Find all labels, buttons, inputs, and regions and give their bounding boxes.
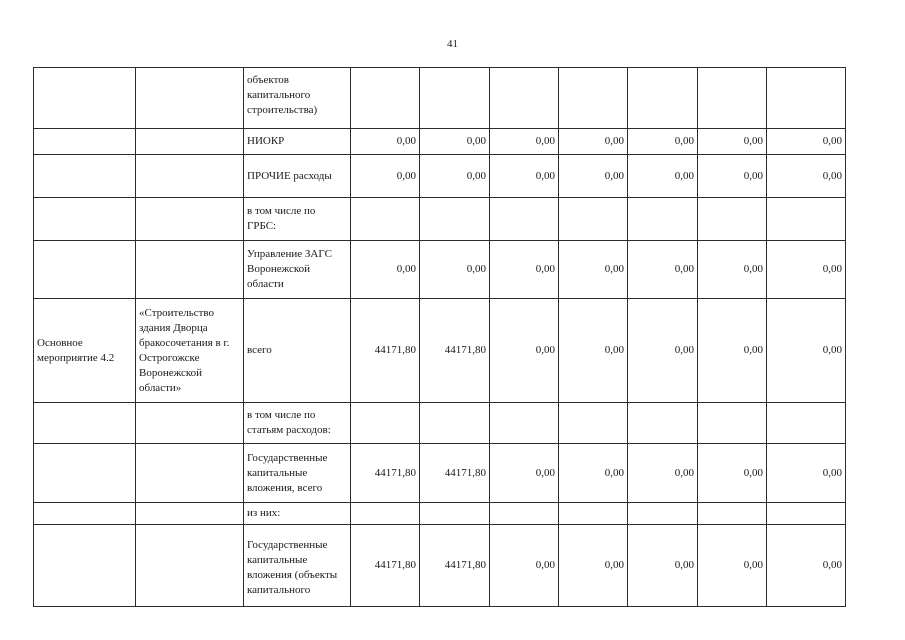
value-cell: 0,00 bbox=[490, 299, 559, 403]
value-cell bbox=[420, 403, 490, 444]
name-cell: «Строительство здания Дворца бракосочетания в г. Острогожске Воронежской области» bbox=[136, 299, 244, 403]
category-cell: ПРОЧИЕ расходы bbox=[244, 155, 351, 198]
value-cell: 0,00 bbox=[628, 299, 698, 403]
value-cell: 44171,80 bbox=[420, 525, 490, 607]
table-row bbox=[34, 129, 846, 155]
table-row bbox=[34, 68, 846, 129]
value-cell bbox=[559, 68, 628, 129]
table-row bbox=[34, 198, 846, 241]
table-row bbox=[34, 299, 846, 403]
measure-cell bbox=[34, 503, 136, 525]
measure-cell bbox=[34, 68, 136, 129]
value-cell bbox=[698, 198, 767, 241]
category-cell: Государственные капитальные вложения, всего bbox=[244, 444, 351, 503]
measure-cell bbox=[34, 129, 136, 155]
name-cell bbox=[136, 444, 244, 503]
value-cell: 0,00 bbox=[767, 444, 846, 503]
measure-cell bbox=[34, 444, 136, 503]
value-cell bbox=[767, 198, 846, 241]
category-cell: в том числе по ГРБС: bbox=[244, 198, 351, 241]
value-cell: 0,00 bbox=[351, 155, 420, 198]
value-cell: 0,00 bbox=[420, 155, 490, 198]
value-cell bbox=[767, 503, 846, 525]
table-row bbox=[34, 444, 846, 503]
category-text: Государственные капитальные вложения (объекты капитального bbox=[247, 538, 338, 596]
value-cell: 0,00 bbox=[698, 444, 767, 503]
value-cell bbox=[559, 403, 628, 444]
value-cell: 0,00 bbox=[698, 129, 767, 155]
value-cell: 0,00 bbox=[351, 241, 420, 299]
value-cell bbox=[490, 198, 559, 241]
value-cell: 0,00 bbox=[490, 155, 559, 198]
value-cell: 0,00 bbox=[559, 444, 628, 503]
measure-cell bbox=[34, 241, 136, 299]
table-row bbox=[34, 155, 846, 198]
value-cell: 0,00 bbox=[767, 241, 846, 299]
value-cell: 0,00 bbox=[767, 525, 846, 607]
name-cell bbox=[136, 241, 244, 299]
value-cell: 44171,80 bbox=[420, 444, 490, 503]
name-cell bbox=[136, 503, 244, 525]
category-cell bbox=[244, 525, 351, 607]
category-cell: в том числе по статьям расходов: bbox=[244, 403, 351, 444]
value-cell bbox=[767, 68, 846, 129]
value-cell: 0,00 bbox=[490, 241, 559, 299]
value-cell: 0,00 bbox=[559, 155, 628, 198]
value-cell: 0,00 bbox=[628, 241, 698, 299]
budget-table bbox=[33, 67, 846, 607]
category-cell: всего bbox=[244, 299, 351, 403]
value-cell: 0,00 bbox=[698, 299, 767, 403]
value-cell bbox=[628, 403, 698, 444]
measure-cell bbox=[34, 198, 136, 241]
measure-cell: Основное мероприятие 4.2 bbox=[34, 299, 136, 403]
name-cell bbox=[136, 403, 244, 444]
value-cell: 0,00 bbox=[767, 129, 846, 155]
category-cell: из них: bbox=[244, 503, 351, 525]
category-text: объектов капитального строительства) bbox=[247, 74, 318, 116]
value-cell bbox=[628, 503, 698, 525]
value-cell bbox=[490, 503, 559, 525]
category-cell: Управление ЗАГС Воронежской области bbox=[244, 241, 351, 299]
value-cell: 0,00 bbox=[420, 241, 490, 299]
value-cell: 44171,80 bbox=[351, 525, 420, 607]
value-cell: 0,00 bbox=[628, 155, 698, 198]
value-cell: 0,00 bbox=[420, 129, 490, 155]
value-cell: 0,00 bbox=[559, 129, 628, 155]
value-cell bbox=[559, 198, 628, 241]
value-cell: 44171,80 bbox=[351, 444, 420, 503]
value-cell: 0,00 bbox=[628, 525, 698, 607]
value-cell: 0,00 bbox=[698, 525, 767, 607]
value-cell: 0,00 bbox=[628, 444, 698, 503]
value-cell bbox=[490, 68, 559, 129]
value-cell bbox=[628, 68, 698, 129]
name-cell bbox=[136, 525, 244, 607]
value-cell: 0,00 bbox=[767, 299, 846, 403]
value-cell bbox=[351, 68, 420, 129]
value-cell bbox=[420, 503, 490, 525]
value-cell bbox=[767, 403, 846, 444]
value-cell bbox=[490, 403, 559, 444]
value-cell bbox=[698, 68, 767, 129]
measure-cell bbox=[34, 155, 136, 198]
value-cell bbox=[559, 503, 628, 525]
value-cell: 0,00 bbox=[559, 241, 628, 299]
value-cell bbox=[420, 68, 490, 129]
category-cell: НИОКР bbox=[244, 129, 351, 155]
value-cell: 0,00 bbox=[490, 444, 559, 503]
measure-cell bbox=[34, 525, 136, 607]
table-row bbox=[34, 241, 846, 299]
value-cell: 0,00 bbox=[351, 129, 420, 155]
page-number: 41 bbox=[447, 38, 458, 50]
value-cell bbox=[698, 403, 767, 444]
value-cell: 0,00 bbox=[490, 129, 559, 155]
value-cell: 0,00 bbox=[698, 241, 767, 299]
value-cell bbox=[351, 503, 420, 525]
category-cell bbox=[244, 68, 351, 129]
value-cell: 0,00 bbox=[767, 155, 846, 198]
value-cell: 0,00 bbox=[559, 525, 628, 607]
value-cell: 0,00 bbox=[490, 525, 559, 607]
value-cell: 0,00 bbox=[698, 155, 767, 198]
measure-cell bbox=[34, 403, 136, 444]
table-row bbox=[34, 403, 846, 444]
value-cell: 0,00 bbox=[628, 129, 698, 155]
table-row bbox=[34, 503, 846, 525]
value-cell: 44171,80 bbox=[351, 299, 420, 403]
name-cell bbox=[136, 198, 244, 241]
value-cell: 0,00 bbox=[559, 299, 628, 403]
name-cell bbox=[136, 129, 244, 155]
value-cell bbox=[420, 198, 490, 241]
value-cell: 44171,80 bbox=[420, 299, 490, 403]
name-cell bbox=[136, 68, 244, 129]
value-cell bbox=[698, 503, 767, 525]
value-cell bbox=[628, 198, 698, 241]
value-cell bbox=[351, 198, 420, 241]
name-cell bbox=[136, 155, 244, 198]
value-cell bbox=[351, 403, 420, 444]
table-row bbox=[34, 525, 846, 607]
